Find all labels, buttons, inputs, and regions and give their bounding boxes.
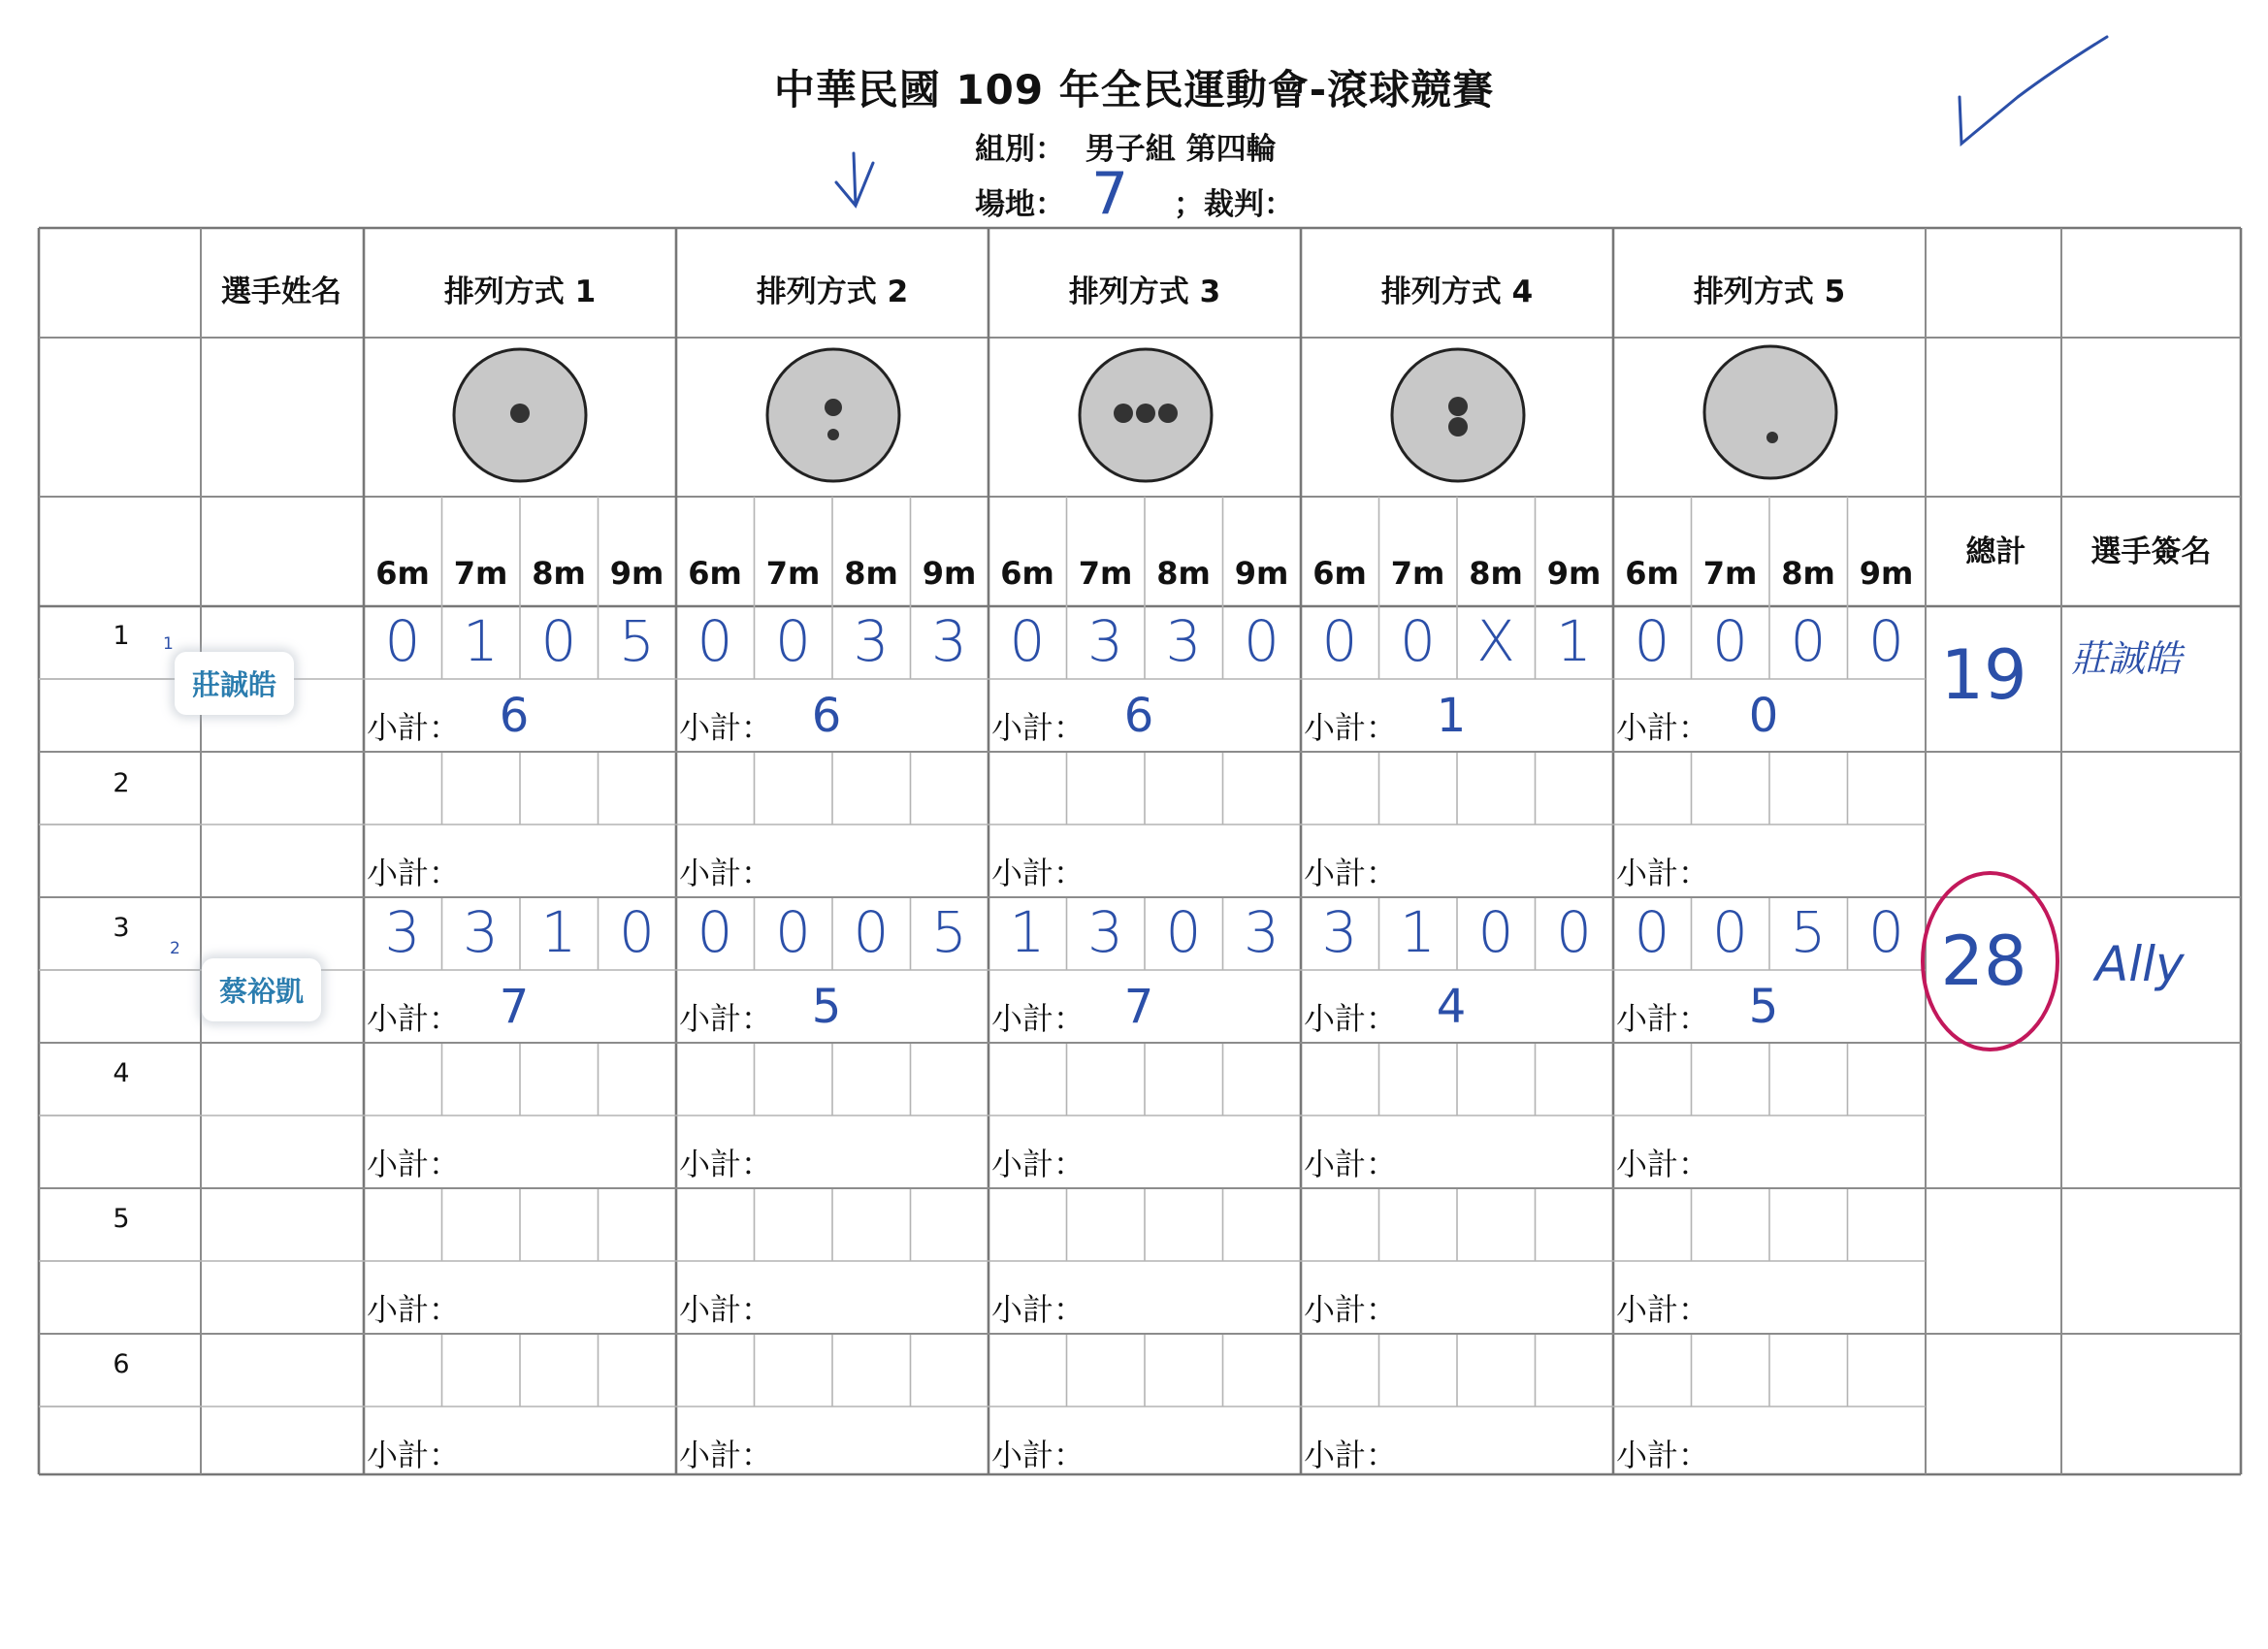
two-balls-vertical-icon <box>765 347 901 483</box>
subtotal-label: 小計： <box>1304 1146 1398 1182</box>
score-cell: 3 <box>931 608 967 674</box>
group-value: 男子組 第四輪 <box>1085 132 1277 167</box>
score-cell: 1 <box>463 608 499 674</box>
subtotal-label: 小計： <box>1616 709 1710 746</box>
subtotal-label: 小計： <box>1616 1000 1710 1037</box>
court-value: 7 <box>1091 160 1129 228</box>
subtotal-label: 小計： <box>1616 1146 1710 1182</box>
two-balls-stacked-icon <box>1390 347 1526 483</box>
distance-label: 9m <box>1234 555 1289 592</box>
score-cell: 1 <box>1009 899 1046 965</box>
score-cell: 0 <box>775 608 811 674</box>
distance-label: 8m <box>844 555 898 592</box>
distance-label: 8m <box>1469 555 1523 592</box>
score-cell: 1 <box>1556 608 1592 674</box>
distance-label: 8m <box>1781 555 1835 592</box>
subtotal-label: 小計： <box>991 709 1085 746</box>
subtotal-label: 小計： <box>1304 1437 1398 1473</box>
referee-label: ；裁判： <box>1174 187 1294 222</box>
distance-label: 6m <box>375 555 430 592</box>
subtotal-label: 小計： <box>1616 855 1710 891</box>
distance-label: 8m <box>1156 555 1211 592</box>
arrangement-4-header: 排列方式 4 <box>1380 275 1534 309</box>
subtotal-value: 0 <box>1748 689 1779 743</box>
court-label: 場地： <box>975 187 1065 222</box>
score-cell: 0 <box>1165 899 1202 965</box>
subtotal-value: 5 <box>811 980 842 1034</box>
subtotal-label: 小計： <box>679 1437 773 1473</box>
subtotal-label: 小計： <box>679 1146 773 1182</box>
total-header: 總計 <box>1965 534 2026 569</box>
subtotal-value: 5 <box>1748 980 1779 1034</box>
subtotal-label: 小計： <box>679 1291 773 1328</box>
arrangement-5-header: 排列方式 5 <box>1693 275 1846 309</box>
subtotal-label: 小計： <box>991 1437 1085 1473</box>
row-number: 2 <box>113 768 130 798</box>
arrangement-1-header: 排列方式 1 <box>443 275 597 309</box>
score-cell: 5 <box>931 899 967 965</box>
player-name: 莊誠皓 <box>175 652 294 715</box>
score-cell: 0 <box>775 899 811 965</box>
score-cell: 3 <box>853 608 890 674</box>
distance-label: 7m <box>1702 555 1758 592</box>
player-signature: Ally <box>2095 936 2185 992</box>
subtotal-value: 7 <box>1123 980 1154 1034</box>
score-cell: 0 <box>1868 608 1904 674</box>
score-cell: 0 <box>1712 899 1748 965</box>
signature-header: 選手簽名 <box>2090 534 2212 569</box>
total-score: 28 <box>1940 922 2027 1001</box>
distance-label: 7m <box>1078 555 1133 592</box>
row-number: 6 <box>113 1349 130 1379</box>
score-cell: 0 <box>384 608 421 674</box>
score-cell: 0 <box>1868 899 1904 965</box>
distance-label: 7m <box>1390 555 1445 592</box>
three-balls-row-icon <box>1078 347 1214 483</box>
distance-label: 6m <box>688 555 742 592</box>
subtotal-label: 小計： <box>679 855 773 891</box>
subtotal-label: 小計： <box>679 1000 773 1037</box>
row-number: 4 <box>113 1058 130 1088</box>
score-cell: 0 <box>853 899 890 965</box>
player-signature: 莊誠皓 <box>2071 637 2183 680</box>
score-cell: 0 <box>1712 608 1748 674</box>
score-cell: 0 <box>697 608 733 674</box>
row-number: 5 <box>113 1204 130 1234</box>
subtotal-label: 小計： <box>1304 709 1398 746</box>
subtotal-label: 小計： <box>991 1291 1085 1328</box>
score-cell: 3 <box>1165 608 1202 674</box>
subtotal-value: 1 <box>1436 689 1467 743</box>
subtotal-label: 小計： <box>1304 1000 1398 1037</box>
subtotal-label: 小計： <box>991 1000 1085 1037</box>
arrangement-2-header: 排列方式 2 <box>756 275 909 309</box>
distance-label: 6m <box>1312 555 1367 592</box>
subtotal-value: 6 <box>499 689 530 743</box>
distance-label: 9m <box>1546 555 1602 592</box>
row-number: 3 <box>113 913 130 943</box>
distance-label: 8m <box>532 555 586 592</box>
score-cell: 0 <box>1556 899 1592 965</box>
subtotal-label: 小計： <box>1304 1291 1398 1328</box>
score-cell: 0 <box>1790 608 1827 674</box>
distance-label: 9m <box>922 555 977 592</box>
score-cell: 0 <box>1244 608 1280 674</box>
score-cell: 3 <box>384 899 421 965</box>
distance-label: 6m <box>1000 555 1054 592</box>
score-cell: 1 <box>1400 899 1436 965</box>
subtotal-value: 7 <box>499 980 530 1034</box>
score-cell: 3 <box>1244 899 1280 965</box>
score-cell: 0 <box>1477 899 1514 965</box>
player-name: 蔡裕凱 <box>202 958 321 1021</box>
score-cell: 0 <box>1321 608 1358 674</box>
row-number: 1 <box>113 621 130 651</box>
subtotal-label: 小計： <box>367 709 461 746</box>
score-cell: 3 <box>1087 899 1123 965</box>
score-cell: 0 <box>1634 899 1670 965</box>
score-cell: X <box>1476 608 1515 674</box>
subtotal-label: 小計： <box>367 1000 461 1037</box>
score-cell: 3 <box>463 899 499 965</box>
arrangement-3-header: 排列方式 3 <box>1068 275 1221 309</box>
score-cell: 3 <box>1321 899 1358 965</box>
score-cell: 0 <box>619 899 655 965</box>
score-cell: 0 <box>1400 608 1436 674</box>
score-cell: 3 <box>1087 608 1123 674</box>
group-label: 組別： <box>975 132 1065 167</box>
subtotal-value: 4 <box>1436 980 1467 1034</box>
subtotal-label: 小計： <box>367 1437 461 1473</box>
score-cell: 0 <box>697 899 733 965</box>
subtotal-label: 小計： <box>991 1146 1085 1182</box>
distance-label: 9m <box>609 555 664 592</box>
subtotal-label: 小計： <box>991 855 1085 891</box>
player-seq: 2 <box>170 939 180 958</box>
total-score: 19 <box>1940 635 2027 715</box>
one-ball-center-icon <box>452 347 588 483</box>
subtotal-label: 小計： <box>679 709 773 746</box>
player-seq: 1 <box>163 634 174 654</box>
subtotal-label: 小計： <box>1304 855 1398 891</box>
score-cell: 1 <box>540 899 577 965</box>
distance-label: 7m <box>453 555 508 592</box>
distance-label: 7m <box>765 555 821 592</box>
subtotal-label: 小計： <box>1616 1437 1710 1473</box>
score-cell: 5 <box>1790 899 1827 965</box>
subtotal-label: 小計： <box>367 1146 461 1182</box>
page-title: 中華民國 109 年全民運動會-滾球競賽 <box>773 66 1495 113</box>
subtotal-value: 6 <box>1123 689 1154 743</box>
distance-label: 6m <box>1625 555 1679 592</box>
distance-label: 9m <box>1859 555 1914 592</box>
subtotal-value: 6 <box>811 689 842 743</box>
score-cell: 5 <box>619 608 655 674</box>
subtotal-label: 小計： <box>367 1291 461 1328</box>
score-cell: 0 <box>1634 608 1670 674</box>
subtotal-label: 小計： <box>367 855 461 891</box>
score-cell: 0 <box>540 608 577 674</box>
subtotal-label: 小計： <box>1616 1291 1710 1328</box>
player-name-header: 選手姓名 <box>221 275 341 309</box>
small-ball-icon <box>1702 344 1838 480</box>
score-cell: 0 <box>1009 608 1046 674</box>
